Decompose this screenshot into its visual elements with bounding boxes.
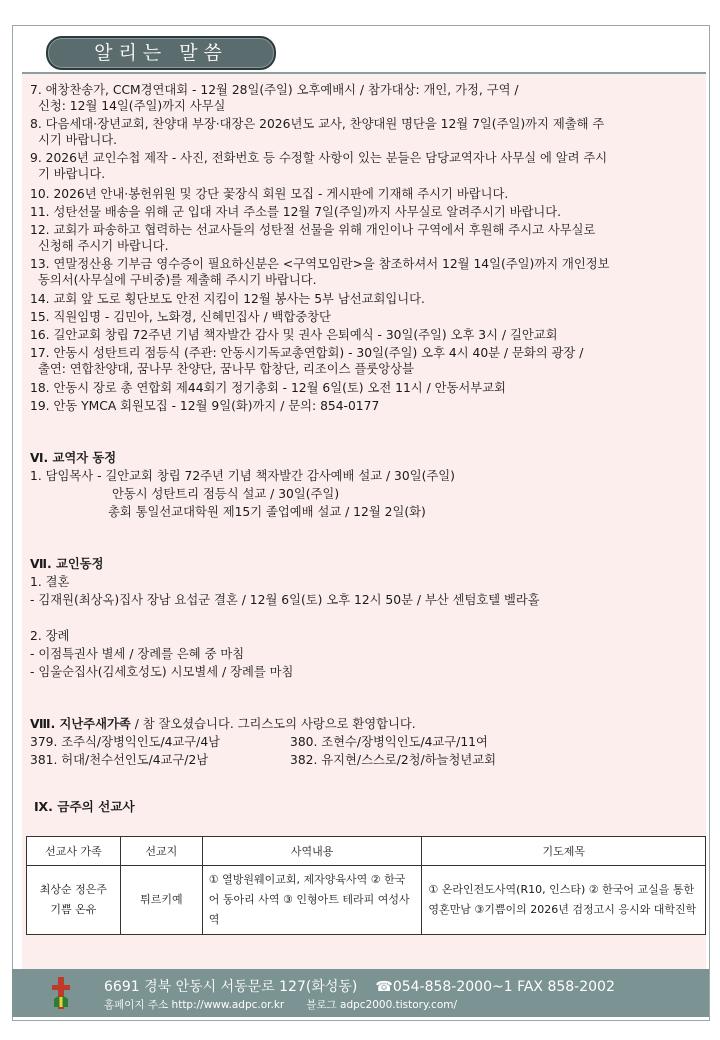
column-header: 선교지 (120, 837, 202, 866)
church-cross-icon (52, 977, 70, 1009)
missionary-table (26, 836, 706, 935)
wedding-line: - 김재원(최상옥)집사 장남 요섭군 결혼 / 12월 6일(토) 오후 12시 50분 / 부산 센텀호텔 벨라홀 (30, 593, 540, 607)
members-heading: Ⅶ. 교인동정 (30, 557, 104, 571)
pastor-line: 총회 통일선교대학원 제15기 졸업예배 설교 / 12월 2일(화) (108, 505, 426, 519)
notice-line: 19. 안동 YMCA 회원모집 - 12월 9일(화)까지 / 문의: 854-0177 (30, 399, 380, 413)
notice-line: 17. 안동시 성탄트리 점등식 (주관: 안동시기독교총연합회) - 30일(주일) 오후 4시 40분 / 문화의 광장 / (30, 346, 584, 360)
column-header: 선교사 가족 (27, 837, 121, 866)
missionary-family-cell (27, 866, 121, 935)
page-title: 알리는 말씀 (46, 36, 276, 70)
funeral-line: - 이점특권사 별세 / 장례를 은혜 중 마침 (30, 647, 245, 661)
notice-line: 16. 길안교회 창립 72주년 기념 책자발간 감사 및 권사 은퇴예식 - 30일(주일) 오후 3시 / 길안교회 (30, 328, 558, 342)
pastor-heading: Ⅵ. 교역자 동정 (30, 451, 117, 465)
notice-line: 14. 교회 앞 도로 횡단보도 안전 지킴이 12월 봉사는 5부 남선교회입니다. (30, 292, 425, 306)
notice-line: 11. 성탄선물 배송을 위해 군 입대 자녀 주소를 12월 7일(주일)까지 사무실로 알려주시기 바랍니다. (30, 205, 562, 219)
church-address: 6691 경북 안동시 서동문로 127(화성동) (104, 979, 358, 995)
address-line (104, 976, 615, 996)
newcomers-heading: Ⅷ. 지난주새가족 (30, 717, 131, 731)
homepage-link[interactable]: http://www.adpc.or.kr (171, 999, 285, 1011)
homepage-label: 홈페이지 주소 (104, 999, 169, 1011)
notice-line: 12. 교회가 파송하고 협력하는 선교사들의 성탄절 선물을 위해 개인이나 구역에서 후원해 주시고 사무실로 (30, 223, 596, 237)
wedding-heading: 1. 결혼 (30, 575, 70, 589)
newcomer-entry: 379. 조주식/장병익인도/4교구/4남 (30, 735, 221, 749)
blog-label: 블로그 (306, 999, 337, 1011)
footer (12, 969, 709, 1017)
ministry-cell: ① 열방원웨이교회, 제자양육사역 ② 한국어 동아리 사역 ③ 인형아트 테라피 여성사역 (202, 866, 422, 935)
notice-line: 9. 2026년 교인수첩 제작 - 사진, 전화번호 등 수정할 사항이 있는 분들은 담당교역자나 사무실 에 알려 주시 (30, 151, 608, 165)
blog-link[interactable]: adpc2000.tistory.com/ (340, 999, 458, 1011)
column-header: 사역내용 (202, 837, 422, 866)
notice-line: 신청: 12월 14일(주일)까지 사무실 (38, 99, 226, 113)
phone-fax: ☎054-858-2000~1 FAX 858-2002 (375, 979, 615, 995)
notice-line: 동의서(사무실에 구비중)를 제출해 주시기 바랍니다. (38, 273, 317, 287)
notice-line: 8. 다음세대·장년교회, 찬양대 부장·대장은 2026년도 교사, 찬양대원 명단을 12월 7일(주일)까지 제출해 주 (30, 117, 605, 131)
newcomers-greeting: / 참 잘오셨습니다. 그리스도의 사랑으로 환영합니다. (130, 717, 416, 731)
table-row (27, 866, 706, 935)
notice-line: 13. 연말정산용 기부금 영수증이 필요하신분은 <구역모임란>을 참조하셔서 12월 14일(주일)까지 개인정보 (30, 257, 610, 271)
newcomer-entry: 382. 유지현/스스로/2청/하늘청년교회 (290, 753, 496, 767)
notice-line: 출연: 연합찬양대, 꿈나무 찬양단, 꿈나무 합창단, 리조이스 플룻앙상블 (38, 362, 414, 376)
notice-line: 신청해 주시기 바랍니다. (38, 239, 169, 253)
mission-field-cell: 튀르키예 (120, 866, 202, 935)
pastor-line: 안동시 성탄트리 점등식 설교 / 30일(주일) (112, 487, 340, 501)
notice-line: 10. 2026년 안내·봉헌위원 및 강단 꽃장식 회원 모집 - 게시판에 기재해 주시기 바랍니다. (30, 187, 509, 201)
notice-line: 7. 애창찬송가, CCM경연대회 - 12월 28일(주일) 오후예배시 / 참가대상: 개인, 가정, 구역 / (30, 83, 519, 97)
mission-heading: Ⅸ. 금주의 선교사 (34, 799, 135, 814)
newcomer-entry: 381. 허대/천수선인도/4교구/2남 (30, 753, 209, 767)
table-header-row (27, 837, 706, 866)
funeral-line: - 임울순집사(김세호성도) 시모별세 / 장례를 마침 (30, 665, 294, 679)
missionary-children: 기쁨 온유 (50, 903, 97, 916)
notice-line: 기 바랍니다. (38, 167, 106, 181)
funeral-heading: 2. 장례 (30, 629, 70, 643)
missionary-parents: 최상순 정은주 (39, 883, 108, 896)
pastor-line: 1. 담임목사 - 길안교회 창립 72주년 기념 책자발간 감사예배 설교 / 30일(주일) (30, 469, 455, 483)
web-line (104, 997, 457, 1012)
notice-panel (22, 72, 706, 971)
notice-line: 시기 바랍니다. (38, 133, 118, 147)
newcomers-heading-line (30, 716, 416, 732)
notice-line: 15. 직원임명 - 김민아, 노화경, 신혜민집사 / 백합중창단 (30, 310, 331, 324)
column-header: 기도제목 (422, 837, 706, 866)
newcomer-entry: 380. 조현수/장병익인도/4교구/11여 (290, 735, 488, 749)
prayer-cell: ① 온라인전도사역(R10, 인스타) ② 한국어 교실을 통한 영혼만남 ③기쁨이의 2026년 검정고시 응시와 대학진학 (422, 866, 706, 935)
notice-line: 18. 안동시 장로 총 연합회 제44회기 정기총회 - 12월 6일(토) 오전 11시 / 안동서부교회 (30, 381, 506, 395)
